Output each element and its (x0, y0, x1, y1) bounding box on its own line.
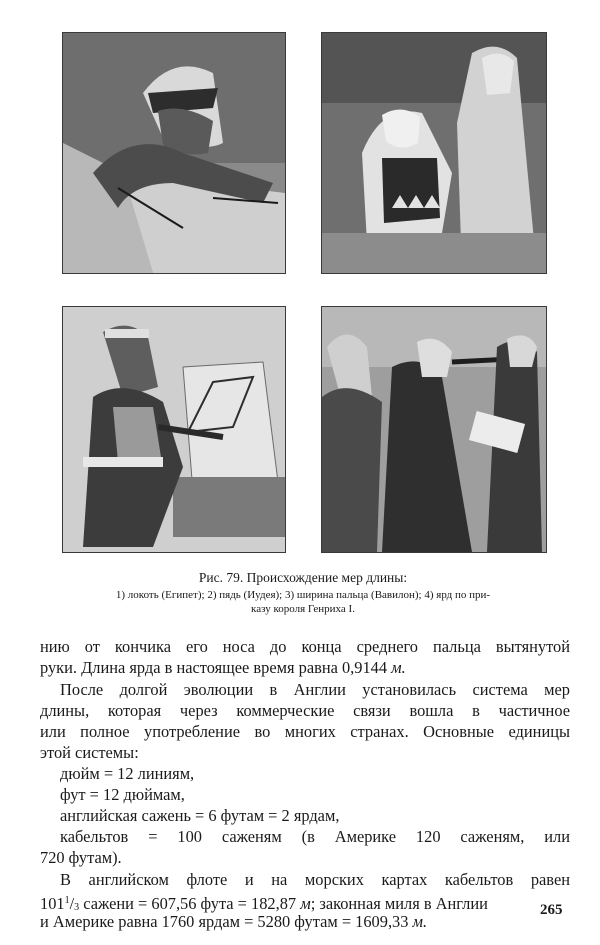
body-p3-line1: В английском флоте и на морских картах кабельтов равен (60, 870, 570, 889)
body-p2-line2: длины, которая через коммерческие связи вошла в частичное (40, 701, 570, 720)
list-item-cable-cont: 720 футам). (40, 848, 122, 867)
illustration-egypt-cubit (62, 32, 286, 274)
egypt-scene (63, 33, 285, 273)
body-p2-line4: этой системы: (40, 743, 139, 762)
body-p3-line3: и Америке равна 1760 ярдам = 5280 футам = 1609,33 м. (40, 912, 428, 931)
illustration-judea-span (321, 32, 547, 274)
page-number: 265 (540, 902, 563, 918)
list-item-fathom: английская сажень = 6 футам = 2 ярдам, (60, 806, 340, 825)
list-item-foot: фут = 12 дюймам, (60, 785, 185, 804)
body-p2-line1: После долгой эволюции в Англии установилась система мер (60, 680, 570, 699)
babylon-scene (63, 307, 285, 552)
figure-caption-line2: казу короля Генриха I. (251, 603, 355, 615)
list-item-inch: дюйм = 12 линиям, (60, 764, 195, 783)
judea-scene (322, 33, 546, 273)
body-p1-line1: нию от кончика его носа до конца среднего пальца вытянутой (40, 637, 570, 656)
figure-caption-line1: 1) локоть (Египет); 2) пядь (Иудея); 3) ширина пальца (Вавилон); 4) ярд по при- (115, 589, 491, 601)
figure-title: Рис. 79. Происхождение мер длины: (198, 570, 408, 585)
illustration-babylon-finger (62, 306, 286, 553)
illustration-henry-yard (321, 306, 547, 553)
henry-scene (322, 307, 546, 552)
body-p3-line2: $101^1/_3$ сажени = 607,56 фута = 182,87 м; законная миля в Англии (40, 894, 488, 913)
body-p1-line2: руки. Длина ярда в настоящее время равна 0,9144 м. (40, 658, 406, 677)
list-item-cable: кабельтов = 100 саженям (в Америке 120 саженям, или (60, 827, 570, 846)
body-p2-line3: или полное употребление во многих странах. Основные единицы (40, 722, 570, 741)
